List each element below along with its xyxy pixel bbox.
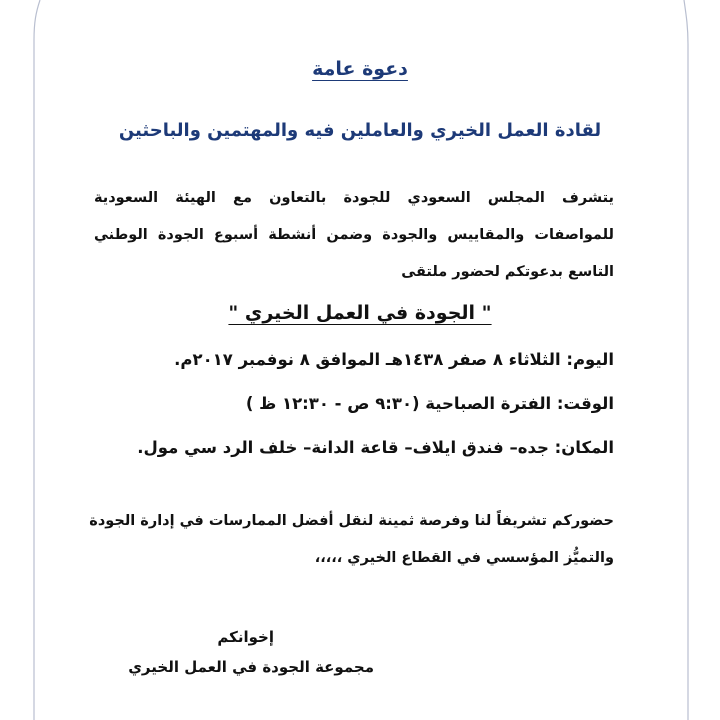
signature-group: مجموعة الجودة في العمل الخيري: [128, 658, 374, 676]
body-line-2: للمواصفات والمقاييس والجودة وضمن أنشطة أسبوع الجودة الوطني: [94, 227, 614, 243]
event-time: الوقت: الفترة الصباحية (٩:٣٠ ص - ١٢:٣٠ ظ ): [245, 394, 614, 413]
event-name: " الجودة في العمل الخيري ": [228, 302, 492, 324]
event-day: اليوم: الثلاثاء ٨ صفر ١٤٣٨هـ الموافق ٨ نوفمبر ٢٠١٧م.: [174, 350, 614, 369]
signature-greeting: إخوانكم: [217, 628, 274, 646]
body-line-1: يتشرف المجلس السعودي للجودة بالتعاون مع الهيئة السعودية: [94, 190, 614, 206]
invitation-title: دعوة عامة: [312, 58, 408, 80]
invitation-audience: لقادة العمل الخيري والعاملين فيه والمهتمين والباحثين: [118, 120, 602, 141]
closing-line-1: حضوركم تشريفاً لنا وفرصة ثمينة لنقل أفضل الممارسات في إدارة الجودة: [89, 513, 614, 529]
body-line-3: التاسع بدعوتكم لحضور ملتقى: [401, 264, 614, 280]
closing-line-2: والتميُّز المؤسسي في القطاع الخيري ،،،،،: [314, 550, 614, 566]
event-place: المكان: جده– فندق ايلاف– قاعة الدانة– خلف الرد سي مول.: [137, 438, 614, 457]
